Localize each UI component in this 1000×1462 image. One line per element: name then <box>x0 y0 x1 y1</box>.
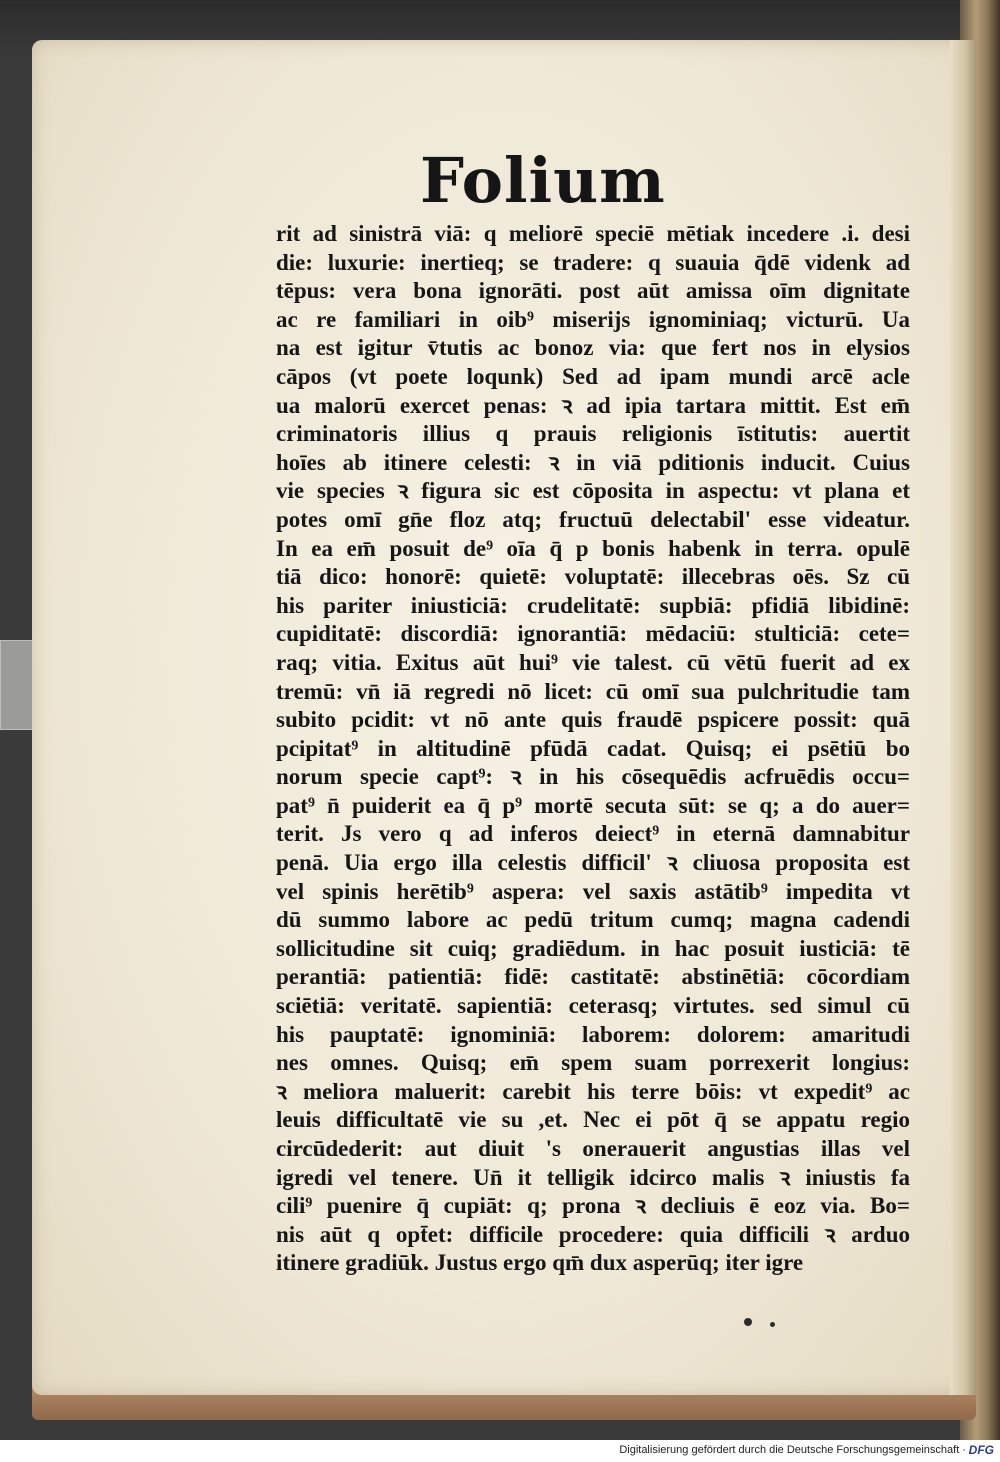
page-gutter <box>950 40 976 1395</box>
text-line: sollicitudine sit cuiq; gradiēdum. in hac posuit iusticiā: tē <box>276 935 910 961</box>
text-line: dū summo labore ac pedū tritum cumq; magna cadendi <box>276 907 910 933</box>
text-line: hoīes ab itinere celesti: ꝛ in viā pditionis inducit. Cuius <box>276 449 910 475</box>
ink-spot <box>744 1318 752 1326</box>
text-line: sciētiā: veritatē. sapientiā: ceterasq; virtutes. sed simul cū <box>276 993 910 1019</box>
text-line: tēpus: vera bona ignorāti. post aūt amissa oīm dignitate <box>276 278 910 304</box>
text-line: circūdederit: aut diuit 's onerauerit angustias illas vel <box>276 1136 910 1161</box>
page-header: Folium <box>420 144 666 217</box>
text-line: cupiditatē: discordiā: ignorantiā: mēdaciū: stulticiā: cete= <box>276 621 910 647</box>
digitization-credit: Digitalisierung gefördert durch die Deutsche Forschungsgemeinschaft · <box>619 1444 966 1456</box>
text-line: cāpos (vt poete loqunk) Sed ad ipam mundi arcē acle <box>276 363 910 389</box>
text-line: vel spinis herētib⁹ aspera: vel saxis astātib⁹ impedita vt <box>276 878 910 904</box>
text-line: perantiā: patientiā: fidē: castitatē: abstinētiā: cōcordiam <box>276 964 910 990</box>
text-line: itinere gradiūk. Justus ergo qm̄ dux asperūq; iter igre <box>276 1250 804 1276</box>
text-line: raq; vitia. Exitus aūt hui⁹ vie talest. cū vētū fuerit ad ex <box>276 649 910 675</box>
text-line: nis aūt q opt̄et: difficile procedere: quia difficili ꝛ arduo <box>276 1221 910 1247</box>
text-line: igredi vel tenere. Un̄ it telligik idcirco malis ꝛ iniustis fa <box>276 1164 910 1190</box>
text-line: pcipitat⁹ in altitudinē pfūdā cadat. Quisq; ei psētiū bo <box>276 735 910 761</box>
text-line: In ea em̄ posuit de⁹ oīa q̄ p bonis habenk in terra. opulē <box>276 535 910 561</box>
text-line: norum specie capt⁹: ꝛ in his cōsequēdis acfruēdis occu= <box>276 764 910 790</box>
text-line: subito pcidit: vt nō ante quis fraudē pspicere possit: quā <box>276 707 910 733</box>
text-line: criminatoris illius q prauis religionis īstitutis: auertit <box>276 421 910 447</box>
text-line: ꝛ meliora maluerit: carebit his terre bōis: vt expedit⁹ ac <box>276 1078 910 1104</box>
text-line: tiā dico: honorē: quietē: voluptatē: illecebras oēs. Sz cū <box>276 564 910 590</box>
dfg-logo: DFG <box>968 1443 994 1457</box>
text-line: na est igitur v̄tutis ac bonoz via: que fert nos in elysios <box>276 335 910 361</box>
text-line: cili⁹ puenire q̄ cupiāt: q; prona ꝛ decliuis ē eoz via. Bo= <box>276 1193 910 1219</box>
text-line: terit. Js vero q ad inferos deiect⁹ in eternā damnabitur <box>276 821 910 847</box>
text-line: die: luxurie: inertieq; se tradere: q suauia q̄dē videnk ad <box>276 249 910 275</box>
text-line: vie species ꝛ figura sic est cōposita in aspectu: vt plana et <box>276 478 910 504</box>
text-line: penā. Uia ergo illa celestis difficil' ꝛ cliuosa proposita est <box>276 850 910 876</box>
footer-bar <box>0 1440 1000 1462</box>
text-line: potes omī gn̄e floz atq; fructuū delectabil' esse videatur. <box>276 506 910 532</box>
text-line: rit ad sinistrā viā: q meliorē speciē mētiak incedere .i. desi <box>276 221 910 246</box>
text-line: ua malorū exercet penas: ꝛ ad ipia tartara mittit. Est em̄ <box>276 392 910 418</box>
ink-spot <box>770 1322 775 1327</box>
text-line: his pauptatē: ignominiā: laborem: dolorem: amaritudi <box>276 1021 910 1047</box>
text-line: tremū: vn̄ iā regredi nō licet: cū omī sua pulchritudie tam <box>276 678 910 704</box>
text-line: ac re familiari in oib⁹ miserijs ignominiaq; victurū. Ua <box>276 306 910 332</box>
text-line: pat⁹ n̄ puiderit ea q̄ p⁹ mortē secuta sūt: se q; a do auer= <box>276 792 910 818</box>
text-line: nes omnes. Quisq; em̄ spem suam porrexerit longius: <box>276 1050 910 1076</box>
text-block <box>276 220 910 1278</box>
text-line: leuis difficultatē vie su ,et. Nec ei pōt q̄ se appatu regio <box>276 1107 910 1133</box>
text-line: his pariter iniusticiā: crudelitatē: supbiā: pfidiā libidinē: <box>276 592 910 618</box>
